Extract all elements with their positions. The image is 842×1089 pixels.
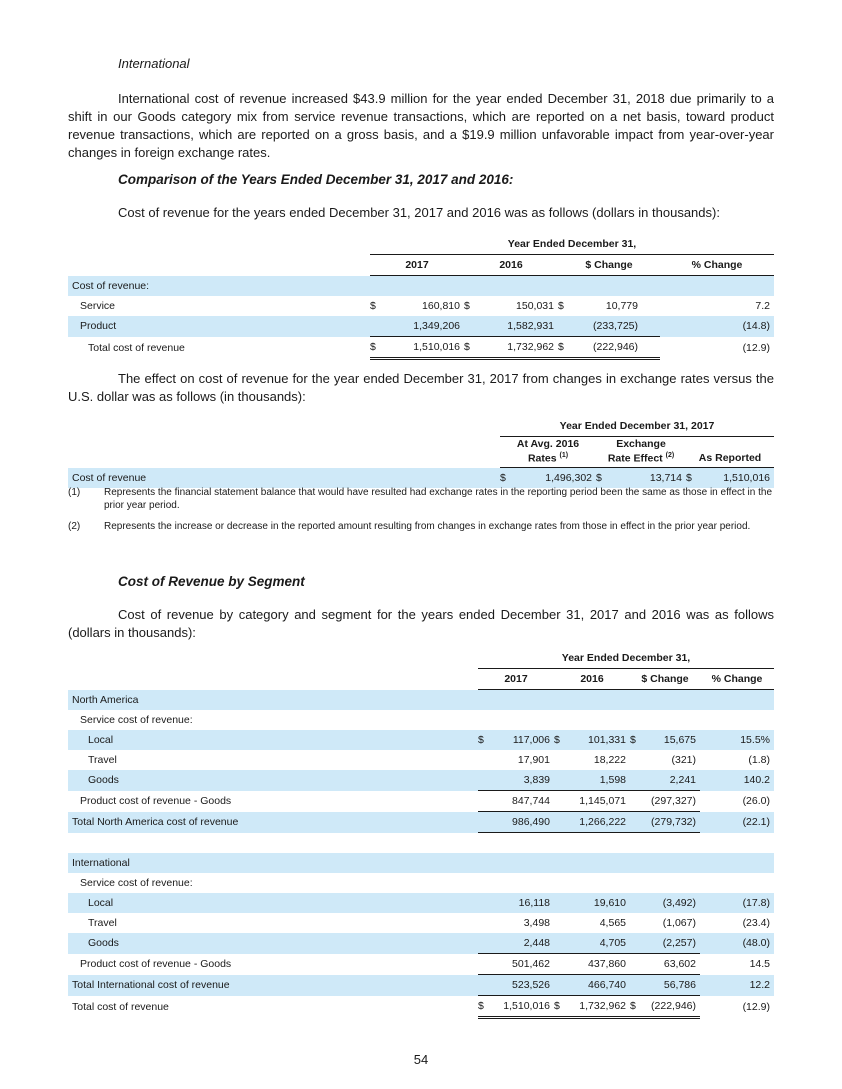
table1-cell: 1,510,016: [384, 337, 464, 359]
table3-cell: 3,498: [523, 917, 550, 929]
cost-of-revenue-table: [68, 234, 774, 360]
table1-cell: 1,582,931: [478, 316, 558, 337]
table2-cell: 1,510,016: [700, 468, 774, 489]
table3-cell: 14.5: [749, 958, 770, 970]
table3-cell: 63,602: [642, 954, 700, 975]
table3-row-label: Local: [68, 893, 478, 913]
comparison-heading: Comparison of the Years Ended December 31, 2017 and 2016:: [118, 172, 514, 187]
table2-col-fx-effect: [596, 437, 686, 468]
dollar-sign: $: [464, 337, 478, 359]
dollar-sign: [370, 316, 384, 337]
table3-row-label: Travel: [88, 754, 117, 766]
table3-col-2017: 2017: [478, 669, 554, 690]
table3-cell: (279,732): [642, 812, 700, 833]
table3-cell: 986,490: [490, 812, 554, 833]
table3-cell: (12.9): [742, 1000, 770, 1013]
table1-row-label: Service: [80, 300, 116, 312]
table3-cell: 1,732,962: [566, 996, 630, 1018]
table1-cell: 1,349,206: [384, 316, 464, 337]
dollar-sign: $: [630, 996, 642, 1018]
table3-cell: 2,241: [642, 770, 700, 791]
table1-cell: (233,725): [572, 316, 660, 337]
table3-cell: 19,610: [566, 893, 630, 913]
table3-cell: (1.8): [748, 754, 770, 766]
footnote-ref: (1): [559, 452, 569, 460]
segment-label: International: [68, 853, 774, 873]
footnote-ref: (2): [665, 452, 675, 460]
table3-cell: 1,510,016: [490, 996, 554, 1018]
intl-heading: International: [118, 56, 190, 71]
table3-cell: 3,839: [490, 770, 554, 791]
dollar-sign: $: [370, 337, 384, 359]
table3-cell: 140.2: [700, 770, 774, 791]
table3-cell: (1,067): [662, 917, 696, 929]
table3-row-label: Product cost of revenue - Goods: [80, 795, 232, 807]
table3-col-2016: 2016: [554, 669, 630, 690]
table3-cell: 523,526: [490, 975, 554, 996]
table3-cell: 4,705: [566, 933, 630, 954]
table1-cell: 7.2: [755, 300, 770, 312]
segment-table: [68, 648, 774, 1019]
table3-cell: (222,946): [642, 996, 700, 1018]
table1-cell: (14.8): [660, 316, 774, 337]
table3-cell: 1,145,071: [566, 791, 630, 812]
dollar-sign: $: [630, 730, 642, 750]
table3-cell: 2,448: [490, 933, 554, 954]
dollar-sign: $: [686, 468, 700, 489]
table1-col-pct: % Change: [660, 255, 774, 276]
table3-row-label: Goods: [68, 933, 478, 954]
service-label: Service cost of revenue:: [80, 877, 193, 889]
table3-row-label: Travel: [88, 917, 117, 929]
table3-cell: 117,006: [490, 730, 554, 750]
dollar-sign: $: [478, 730, 490, 750]
footnote-mark: (2): [68, 521, 81, 532]
table3-cell: 18,222: [593, 754, 626, 766]
comparison-paragraph: Cost of revenue for the years ended December 31, 2017 and 2016 was as follows (dollars in thousands):: [118, 205, 720, 220]
table2-col-as-reported: As Reported: [686, 437, 774, 468]
fx-effect-table: [68, 416, 774, 488]
table3-col-change: $ Change: [630, 669, 700, 690]
header-line: Rates: [527, 452, 557, 465]
table1-cell: 1,732,962: [478, 337, 558, 359]
dollar-sign: $: [464, 300, 470, 312]
segment-label: North America: [68, 690, 774, 711]
dollar-sign: $: [554, 730, 566, 750]
dollar-sign: $: [596, 468, 610, 489]
segment-paragraph: Cost of revenue by category and segment for the years ended December 31, 2017 and 2016 was as follows (dollars in thousands):: [68, 607, 774, 640]
page-number: 54: [413, 1052, 429, 1067]
footnote-text: Represents the increase or decrease in the reported amount resulting from changes in exchange rates from those in effect in the prior year period.: [104, 521, 751, 532]
table3-cell: 56,786: [642, 975, 700, 996]
table3-total-label: Total International cost of revenue: [68, 975, 478, 996]
service-label: Service cost of revenue:: [80, 714, 193, 726]
table3-cell: 1,266,222: [566, 812, 630, 833]
table2-cell: 1,496,302: [514, 468, 596, 489]
table3-cell: (3,492): [642, 893, 700, 913]
table3-cell: 501,462: [490, 954, 554, 975]
table3-row-label: Local: [68, 730, 478, 750]
table3-cell: 17,901: [517, 754, 550, 766]
table3-cell: 15,675: [642, 730, 700, 750]
table3-cell: (321): [671, 754, 696, 766]
table1-row-label: Product: [68, 316, 370, 337]
table3-cell: (22.1): [700, 812, 774, 833]
table1-super-header: Year Ended December 31,: [370, 234, 774, 255]
dollar-sign: $: [370, 300, 376, 312]
table3-total-label: Total North America cost of revenue: [68, 812, 478, 833]
dollar-sign: $: [500, 468, 514, 489]
table3-cell: 1,598: [566, 770, 630, 791]
table1-col-2017: 2017: [370, 255, 464, 276]
header-line: Rate Effect: [607, 452, 663, 465]
table2-cell: 13,714: [610, 468, 686, 489]
table1-cell: (222,946): [572, 337, 660, 359]
table1-total-label: Total cost of revenue: [88, 341, 185, 354]
dollar-sign: $: [558, 300, 564, 312]
footnote: [68, 486, 774, 512]
segment-heading: Cost of Revenue by Segment: [118, 574, 305, 589]
table3-cell: 12.2: [700, 975, 774, 996]
table3-row-label: Goods: [68, 770, 478, 791]
table2-super-header: Year Ended December 31, 2017: [500, 416, 774, 437]
dollar-sign: [464, 316, 478, 337]
table3-cell: (23.4): [742, 917, 770, 929]
footnote-text: Represents the financial statement balance that would have resulted had exchange rates in the reporting period been the same as those in effect in the prior year period.: [104, 487, 773, 511]
table3-cell: 847,744: [490, 791, 554, 812]
table3-cell: (2,257): [642, 933, 700, 954]
table3-super-header: Year Ended December 31,: [478, 648, 774, 669]
dollar-sign: $: [554, 996, 566, 1018]
dollar-sign: $: [478, 996, 490, 1018]
dollar-sign: $: [558, 337, 572, 359]
table3-col-pct: % Change: [700, 669, 774, 690]
footnote: [68, 520, 774, 533]
table3-row-label: Product cost of revenue - Goods: [80, 958, 232, 970]
table1-col-change: $ Change: [558, 255, 660, 276]
header-line: At Avg. 2016: [516, 438, 580, 451]
table3-cell: 437,860: [566, 954, 630, 975]
table3-cell: (26.0): [742, 795, 770, 807]
table2-col-avg-rates: [500, 437, 596, 468]
dollar-sign: [558, 316, 572, 337]
table3-cell: (48.0): [700, 933, 774, 954]
table3-cell: 101,331: [566, 730, 630, 750]
table2-row-label: Cost of revenue: [68, 468, 500, 489]
table3-cell: (17.8): [700, 893, 774, 913]
table3-cell: 15.5%: [700, 730, 774, 750]
table1-cell: 160,810: [422, 300, 460, 312]
table1-section-label: Cost of revenue:: [68, 276, 774, 297]
table3-cell: 16,118: [490, 893, 554, 913]
table1-col-2016: 2016: [464, 255, 558, 276]
intl-paragraph: International cost of revenue increased $43.9 million for the year ended December 31, 2018 due primarily to a shift in our Goods category mix from service revenue transactions, which are reported on a net basis, toward product revenue transactions, which are reported on a gross basis, and a $19.9 million unfavorable impact from year-over-year changes in foreign exchange rates.: [68, 91, 774, 160]
table3-cell: 466,740: [566, 975, 630, 996]
table3-cell: (297,327): [642, 791, 700, 812]
header-line: Exchange: [616, 438, 666, 451]
table3-cell: 4,565: [599, 917, 626, 929]
table1-cell: 10,779: [605, 300, 638, 312]
footnotes: [68, 486, 774, 533]
table3-grand-total-label: Total cost of revenue: [72, 1000, 169, 1013]
footnote-mark: (1): [68, 487, 81, 498]
table1-cell: (12.9): [742, 341, 770, 354]
fx-paragraph: The effect on cost of revenue for the year ended December 31, 2017 from changes in exchange rates versus the U.S. dollar was as follows (in thousands):: [68, 371, 774, 404]
table1-cell: 150,031: [516, 300, 554, 312]
